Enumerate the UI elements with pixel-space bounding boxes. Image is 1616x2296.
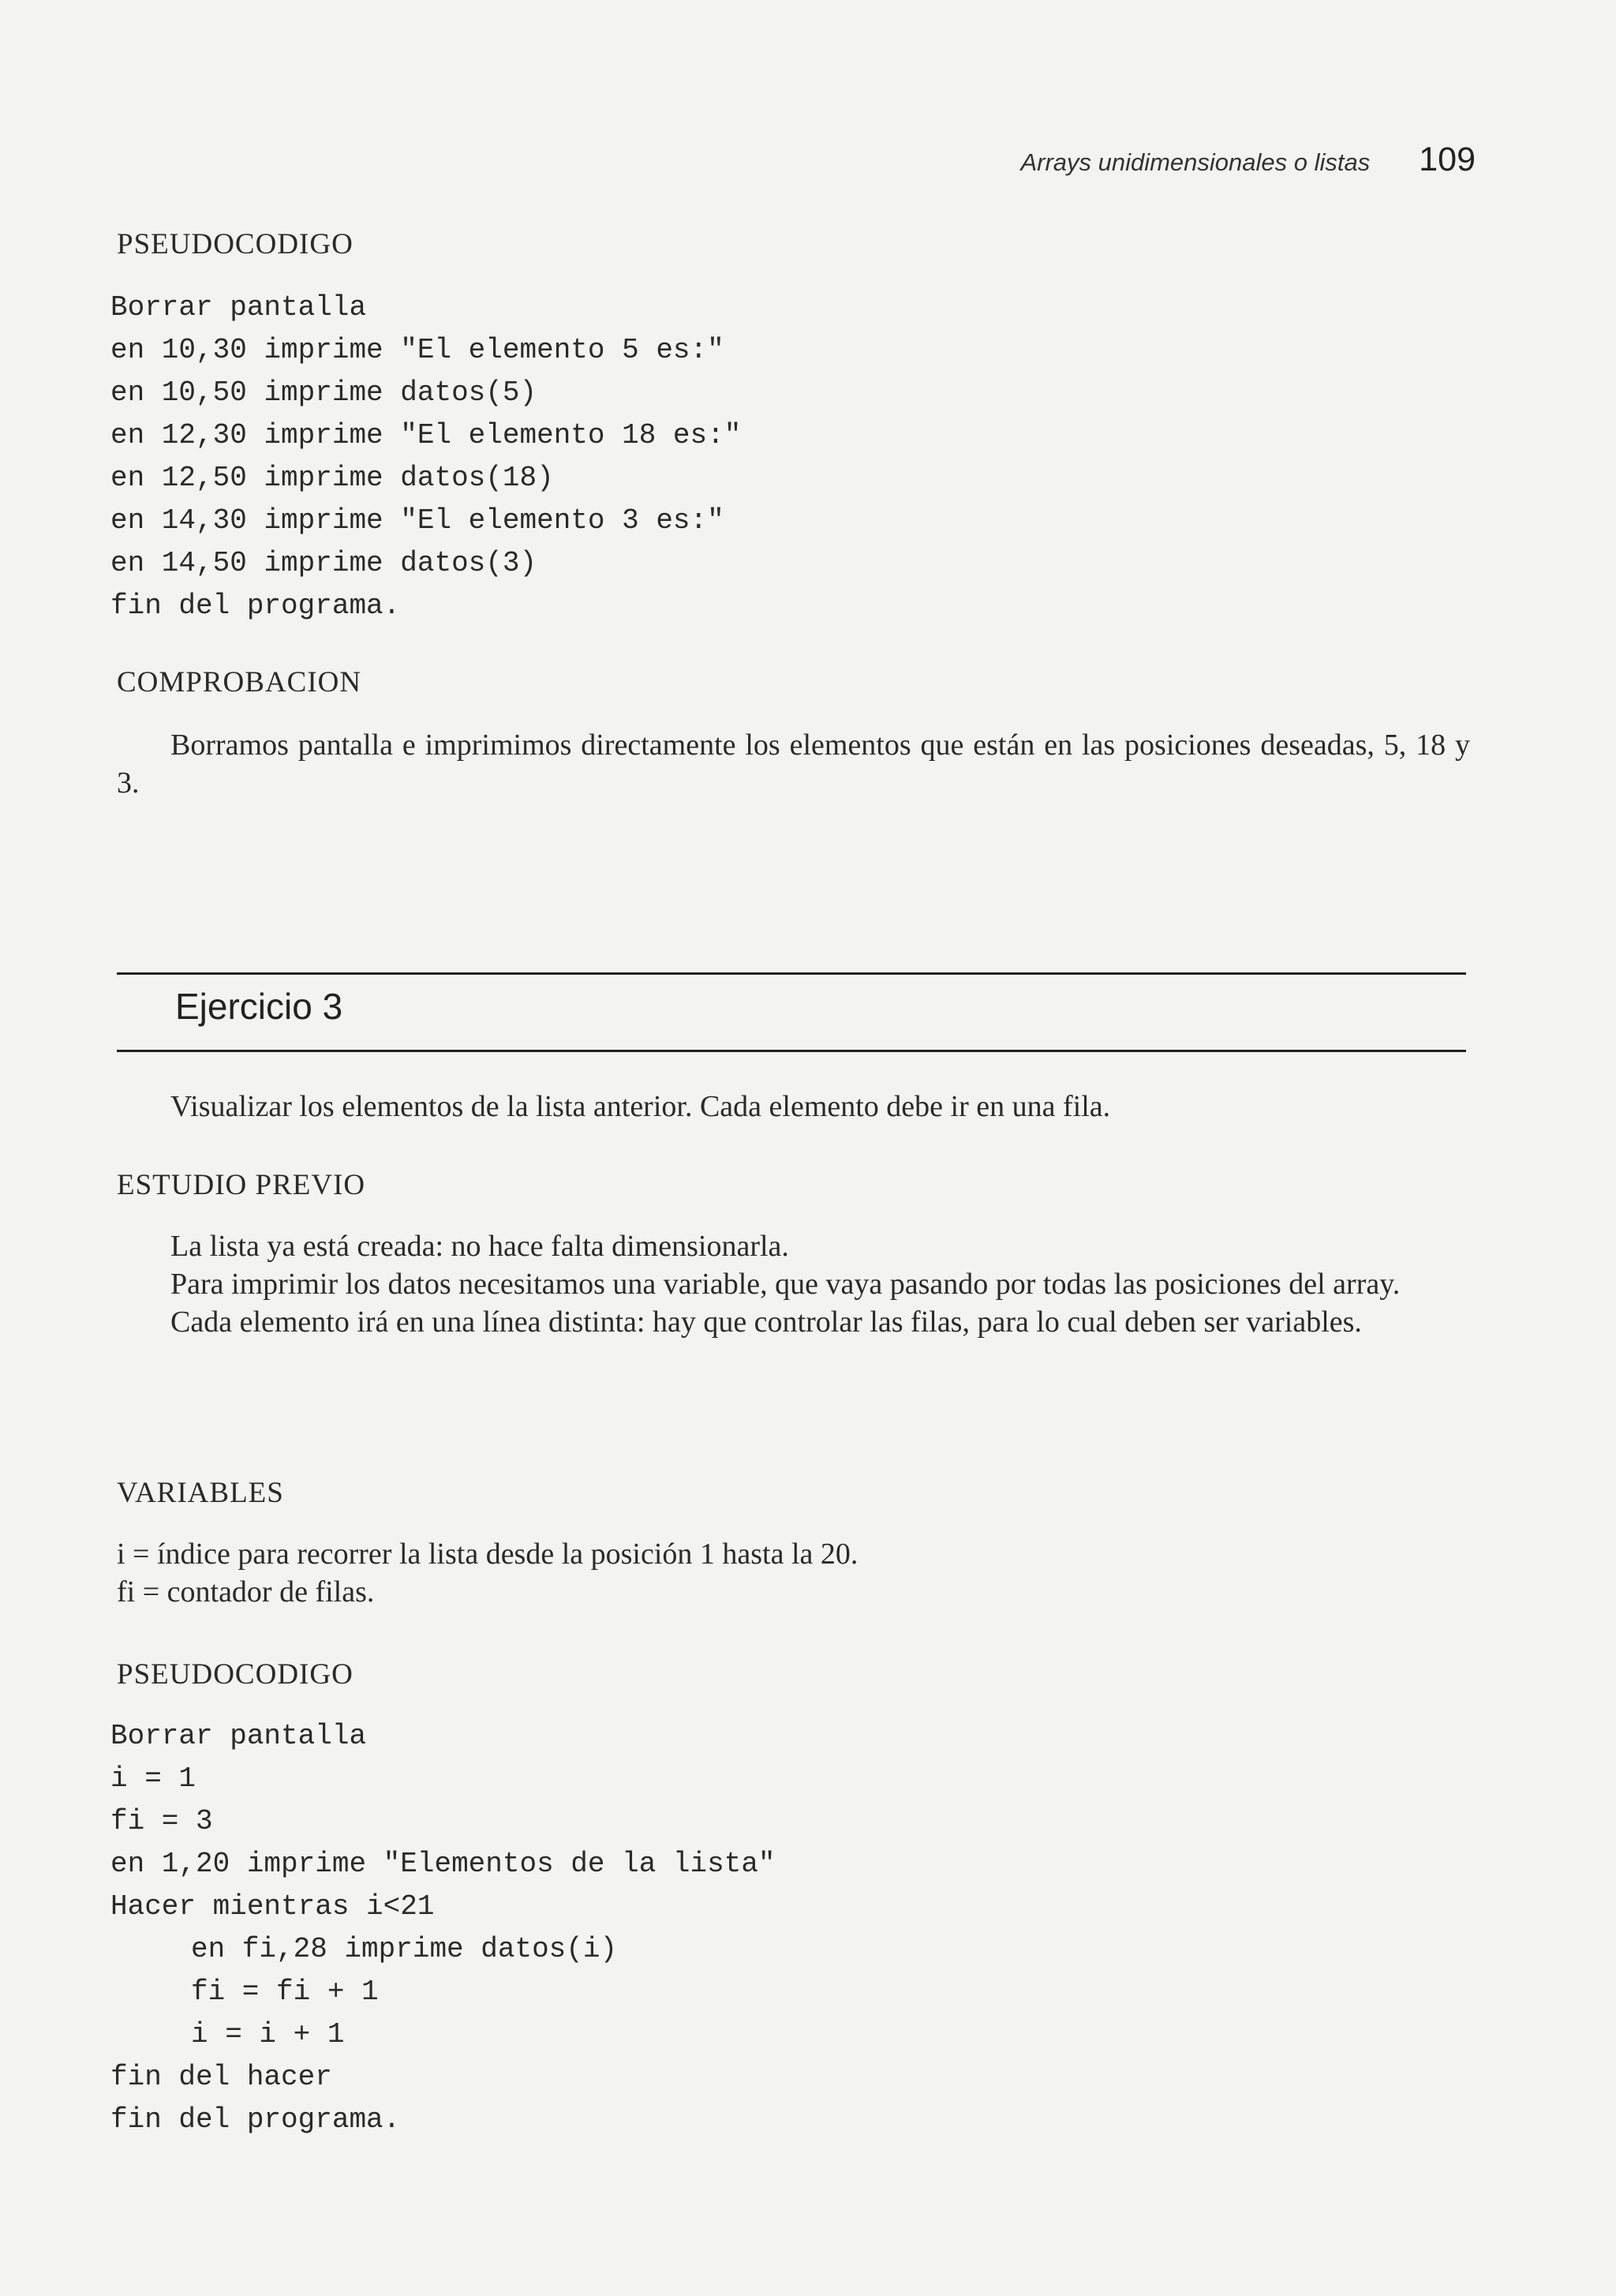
code-line: Borrar pantalla	[110, 291, 367, 324]
running-head	[1020, 140, 1476, 179]
code-line: Borrar pantalla	[110, 1720, 367, 1752]
pseudocode-heading-1: PSEUDOCODIGO	[117, 228, 354, 260]
code-line: fin del hacer	[110, 2061, 332, 2093]
paragraph: La lista ya está creada: no hace falta dimensionarla.	[170, 1230, 789, 1263]
variables-heading: VARIABLES	[117, 1477, 284, 1509]
pseudocode-block-1	[110, 287, 741, 627]
exercise-title: Ejercicio 3	[175, 986, 343, 1027]
estudio-previo-text	[117, 1227, 1470, 1341]
code-line: en 14,50 imprime datos(3)	[110, 547, 537, 579]
comprobacion-heading: COMPROBACION	[117, 666, 362, 699]
variable-item: fi = contador de filas.	[117, 1575, 375, 1609]
code-line: en fi,28 imprime datos(i)	[191, 1933, 618, 1965]
code-line: fi = fi + 1	[191, 1976, 379, 2008]
exercise-statement	[117, 1088, 1470, 1126]
paragraph: Para imprimir los datos necesitamos una variable, que vaya pasando por todas las posiciones del array.	[170, 1268, 1401, 1301]
paragraph: Borramos pantalla e imprimimos directamente los elementos que están en las posiciones deseadas, 5, 18 y 3.	[117, 729, 1470, 800]
exercise-top-rule	[117, 972, 1466, 975]
estudio-previo-heading: ESTUDIO PREVIO	[117, 1169, 366, 1201]
code-line: en 10,30 imprime "El elemento 5 es:"	[110, 334, 724, 366]
code-line: en 1,20 imprime "Elementos de la lista"	[110, 1848, 776, 1880]
page-number: 109	[1419, 140, 1476, 178]
exercise-bottom-rule	[117, 1050, 1466, 1052]
code-line: en 10,50 imprime datos(5)	[110, 376, 537, 409]
code-line: fin del programa.	[110, 590, 401, 622]
pseudocode-block-2	[110, 1715, 776, 2141]
code-line: fi = 3	[110, 1805, 213, 1837]
code-line: en 14,30 imprime "El elemento 3 es:"	[110, 504, 724, 537]
code-line: i = i + 1	[191, 2018, 345, 2051]
code-line: Hacer mientras i<21	[110, 1890, 435, 1923]
variables-list	[117, 1535, 1470, 1611]
code-line: fin del programa.	[110, 2103, 401, 2136]
paragraph: Cada elemento irá en una línea distinta: hay que controlar las filas, para lo cual deben ser variables.	[170, 1305, 1362, 1339]
variable-item: i = índice para recorrer la lista desde la posición 1 hasta la 20.	[117, 1538, 858, 1571]
pseudocode-heading-2: PSEUDOCODIGO	[117, 1658, 354, 1691]
paragraph: Visualizar los elementos de la lista anterior. Cada elemento debe ir en una fila.	[170, 1090, 1111, 1123]
comprobacion-text	[117, 726, 1470, 802]
code-line: en 12,30 imprime "El elemento 18 es:"	[110, 419, 742, 451]
code-line: i = 1	[110, 1762, 196, 1795]
code-line: en 12,50 imprime datos(18)	[110, 462, 554, 494]
running-head-title: Arrays unidimensionales o listas	[1020, 148, 1371, 176]
